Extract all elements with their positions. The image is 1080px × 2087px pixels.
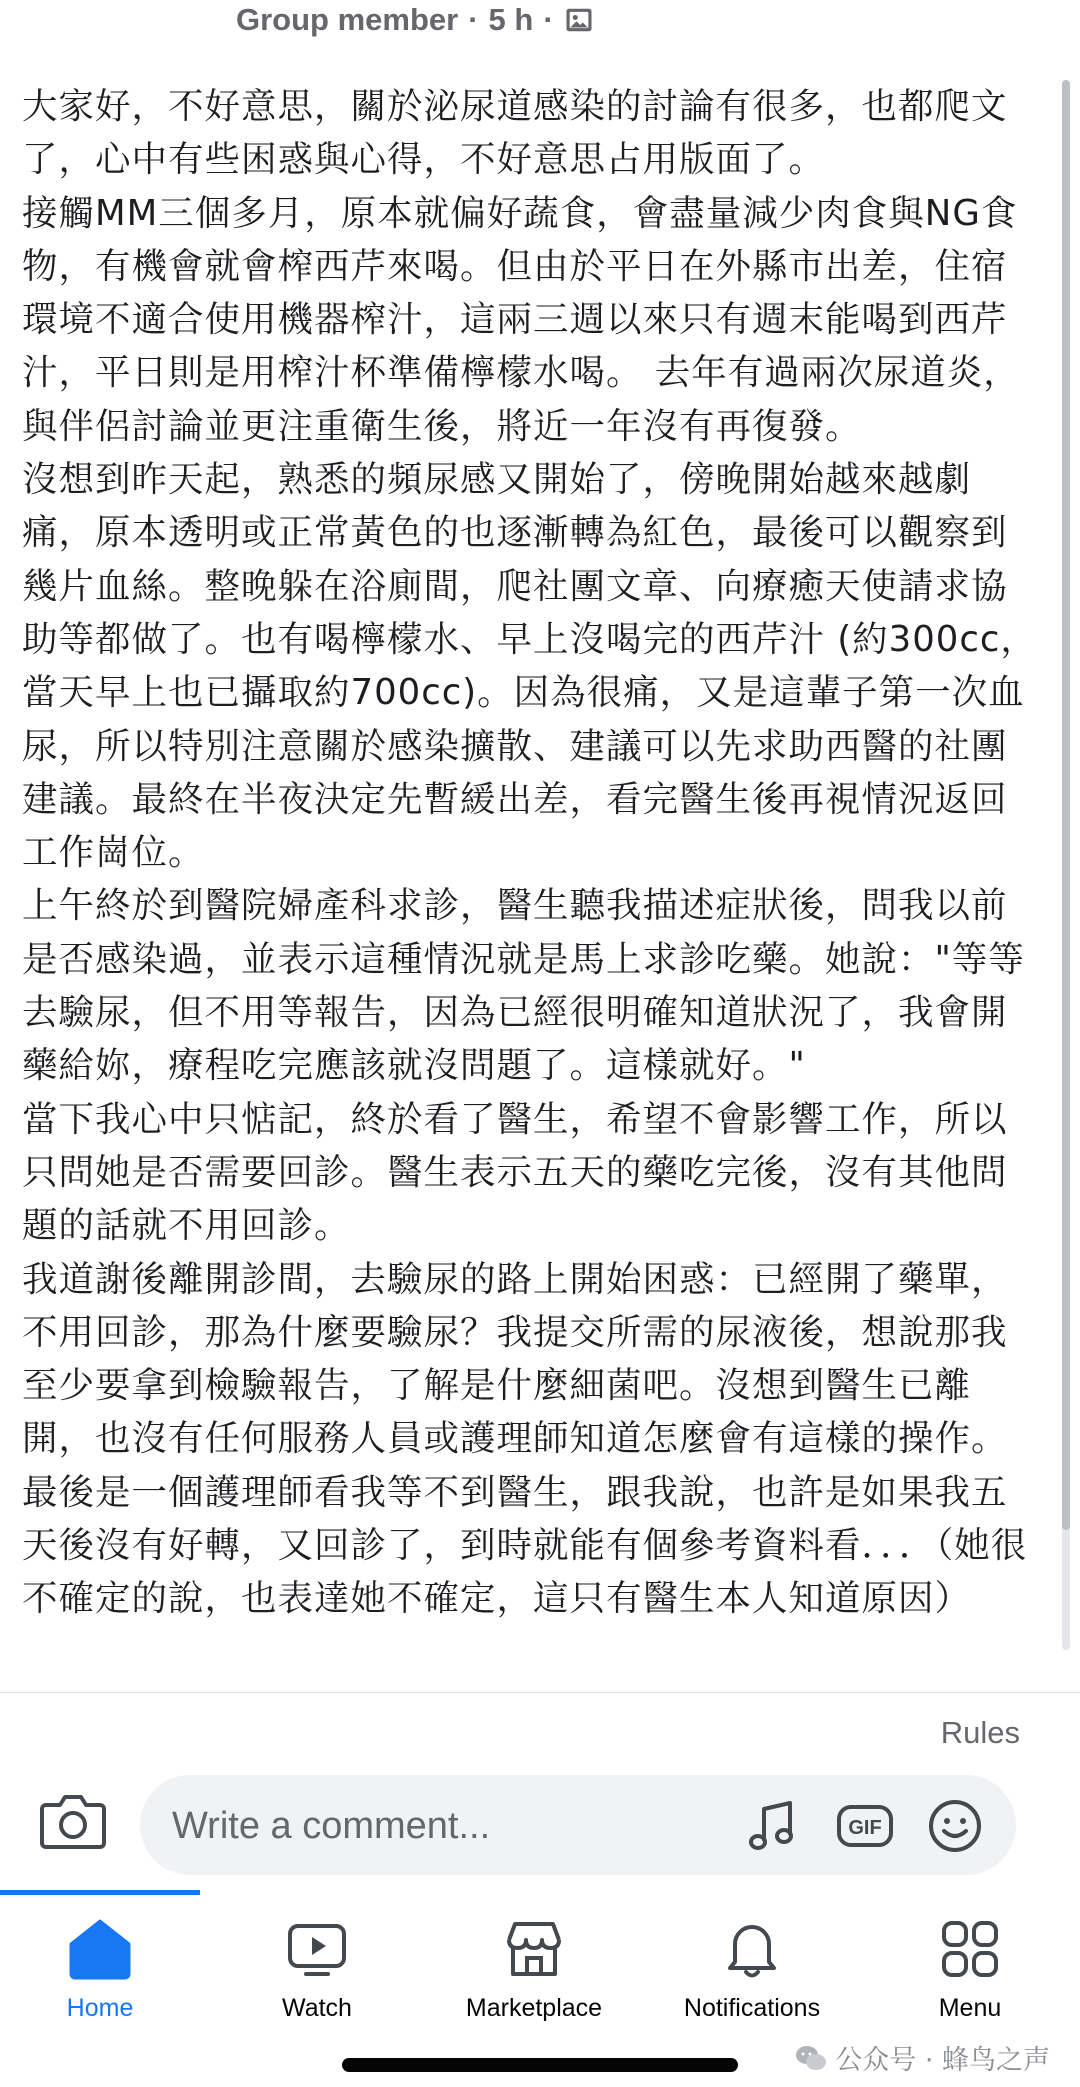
menu-grid-icon <box>937 1916 1003 1982</box>
watermark-text: 公众号 · 蜂鸟之声 <box>835 2045 1050 2076</box>
home-indicator[interactable] <box>342 2058 738 2072</box>
tab-menu-label: Menu <box>938 1994 1002 2022</box>
tab-notifications-label: Notifications <box>683 1994 821 2022</box>
smiley-icon[interactable] <box>926 1797 984 1855</box>
comment-input[interactable] <box>170 1775 734 1877</box>
tab-marketplace-label: Marketplace <box>465 1994 603 2022</box>
post-paragraph: 沒想到昨天起，熟悉的頻尿感又開始了，傍晚開始越來越劇痛，原本透明或正常黃色的也逐漸轉為紅色，最後可以觀察到幾片血絲。整晚躲在浴廁間，爬社團文章、向療癒天使請求協助等都做了。也有喝檸檬水、早上沒喝完的西芹汁 (約300cc，當天早上也已攝取約700cc)。因為很痛，又是這輩子第一次血尿，所以特別注意關於感染擴散、建議可以先求助西醫的社團建議。最終在半夜決定先暫緩出差，看完醫生後再視情況返回工作崗位。 <box>22 459 1037 874</box>
tab-watch-label: Watch <box>282 1994 352 2022</box>
rules-link[interactable]: Rules <box>940 1715 1020 1750</box>
post-paragraph: 接觸MM三個多月，原本就偏好蔬食，會盡量減少肉食與NG食物，有機會就會榨西芹來喝。但由於平日在外縣市出差，住宿環境不適合使用機器榨汁，這兩三週以來只有週末能喝到西芹汁，平日則是用榨汁杯準備檸檬水喝。 去年有過兩次尿道炎，與伴侶討論並更注重衛生後，將近一年沒有再復發。 <box>22 192 1020 447</box>
tab-home-label: Home <box>66 1994 134 2022</box>
post-paragraph: 當下我心中只惦記，終於看了醫生，希望不會影響工作，所以只問她是否需要回診。醫生表示五天的藥吃完後，沒有其他問題的話就不用回診。 <box>22 1098 1008 1247</box>
gif-icon[interactable] <box>836 1797 894 1855</box>
comment-area <box>0 1692 1080 1891</box>
watch-icon <box>284 1916 350 1982</box>
home-icon <box>67 1916 133 1982</box>
marketplace-icon <box>501 1916 567 1982</box>
post-paragraph: 上午終於到醫院婦產科求診，醫生聽我描述症狀後，問我以前是否感染過，並表示這種情況就是馬上求診吃藥。她說："等等去驗尿，但不用等報告，因為已經很明確知道狀況了，我會開藥給妳，療程吃完應該就沒問題了。這樣就好。" <box>22 885 1025 1087</box>
tab-menu[interactable] <box>862 1890 1078 2040</box>
tab-watch[interactable] <box>209 1890 425 2040</box>
wechat-logo-icon <box>795 2044 827 2072</box>
svg-text:GIF: GIF <box>848 1817 882 1839</box>
group-photo-icon <box>564 5 594 35</box>
author-label[interactable]: Group member <box>236 2 459 37</box>
post-paragraph: 我道謝後離開診間，去驗尿的路上開始困惑：已經開了藥單，不用回診，那為什麼要驗尿？我提交所需的尿液後，想說那我至少要拿到檢驗報告，了解是什麼細菌吧。沒想到醫生已離開，也沒有任何服務人員或護理師知道怎麼會有這樣的操作。最後是一個護理師看我等不到醫生，跟我說，也許是如果我五天後沒有好轉，又回診了，到時就能有個參考資料看．．．（她很不確定的說，也表達她不確定，這只有醫生本人知道原因） <box>22 1258 1028 1620</box>
watermark <box>795 2038 1050 2077</box>
bell-icon <box>719 1916 785 1982</box>
scrollbar[interactable] <box>1062 80 1070 1650</box>
tab-notifications[interactable] <box>644 1890 860 2040</box>
post-body <box>22 80 1042 1692</box>
meta-separator: · <box>468 2 479 37</box>
tab-home[interactable] <box>0 1890 208 2040</box>
scrollbar-thumb[interactable] <box>1062 80 1070 1530</box>
tab-marketplace[interactable] <box>426 1890 642 2040</box>
post-meta <box>236 0 594 40</box>
meta-separator-2: · <box>543 2 554 37</box>
comment-box[interactable] <box>140 1775 1016 1875</box>
music-note-icon[interactable] <box>744 1797 802 1855</box>
post-time[interactable]: 5 h <box>488 2 534 37</box>
post-paragraph: 大家好，不好意思，關於泌尿道感染的討論有很多，也都爬文了，心中有些困惑與心得，不好意思占用版面了。 <box>22 86 1008 181</box>
camera-icon[interactable] <box>40 1791 106 1849</box>
